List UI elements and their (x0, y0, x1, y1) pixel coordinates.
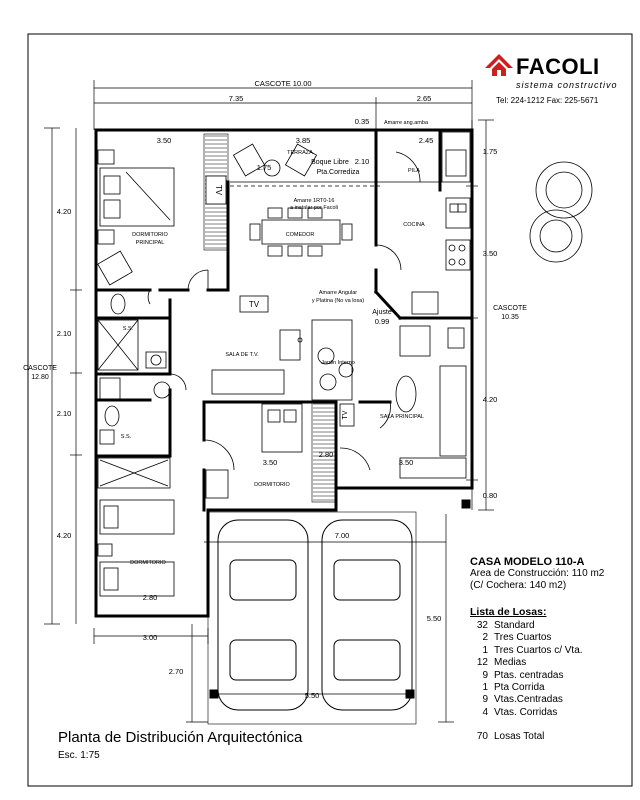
dim-right-total: CASCOTE 10.35 (493, 305, 527, 321)
label-cocina: COCINA (403, 222, 425, 228)
label-jardin: Jardin Interno (321, 360, 355, 366)
dim-280-bottom: 2.80 (142, 593, 158, 602)
furniture (98, 132, 470, 596)
dim-210-boque: 2.10 (354, 157, 370, 166)
list-item: 9 Vtas.Centradas (482, 694, 563, 706)
label-tv-1: TV (214, 184, 223, 196)
dim-350-lower: 3.50 (262, 458, 278, 467)
dim-270: 2.70 (168, 667, 184, 676)
dim-245: 2.45 (418, 136, 434, 145)
label-pila: PILA (408, 168, 420, 174)
losas-total: 70 Losas Total (476, 731, 545, 743)
plan-scale: Esc. 1:75 (58, 750, 100, 761)
model-title: CASA MODELO 110-A (470, 556, 585, 568)
label-comedor: COMEDOR (285, 232, 315, 238)
brand-name: FACOLI (516, 54, 600, 79)
plan-title: Planta de Distribución Arquitectónica (58, 729, 303, 746)
list-item: 1 Pta Corrida (482, 682, 545, 694)
brand-tagline: sistema constructivo (516, 80, 618, 90)
room-labels (121, 120, 429, 566)
dim-top-left: 7.35 (228, 94, 244, 103)
label-tv-3: TV (342, 410, 349, 420)
dim-280-lower: 2.80 (318, 450, 334, 459)
dim-300: 3.00 (142, 633, 158, 642)
info-panel (470, 556, 630, 742)
list-item: 1 Tres Cuartos c/ Vta. (482, 644, 583, 656)
cochera-area: (C/ Cochera: 140 m2) (470, 580, 567, 591)
list-item: 9 Ptas. centradas (482, 669, 564, 681)
label-instalar: a instalar por Facoli (290, 205, 338, 211)
label-dorm-principal-2: PRINCIPAL (135, 240, 165, 246)
dim-035: 0.35 (354, 117, 370, 126)
list-item: 32 Standard (476, 620, 535, 631)
list-item: 4 Vtas. Corridas (482, 706, 558, 718)
label-amarre-angular-2: y Platina (No va losa) (311, 298, 365, 304)
label-sala-tv: SALA DE T.V. (225, 352, 259, 358)
brand-block (484, 52, 634, 112)
dim-210-b: 2.10 (56, 409, 72, 418)
dim-099: 0.99 (374, 317, 390, 326)
dim-700: 7.00 (334, 531, 350, 540)
losas-list (470, 620, 630, 719)
dim-left-total: CASCOTE 12.80 (23, 365, 57, 381)
dim-420-left-top: 4.20 (56, 207, 72, 216)
list-item: 12 Medias (476, 657, 527, 669)
dim-top-right: 2.65 (416, 94, 432, 103)
list-item: 2 Tres Cuartos (482, 632, 552, 644)
dim-210-a: 2.10 (56, 329, 72, 338)
dim-420-left-bottom: 4.20 (56, 531, 72, 540)
label-amarre-top: Amarre ang.amba (383, 120, 429, 126)
label-ajuste: Ajuste (372, 309, 392, 316)
label-dormitorio-mid: DORMITORIO (254, 482, 290, 488)
label-sala-principal: SALA PRINCIPAL (380, 414, 424, 420)
label-ss-2: S.S. (120, 434, 132, 440)
label-dormitorio-low: DORMITORIO (130, 560, 166, 566)
dim-080: 0.80 (482, 491, 498, 500)
label-amarre-angular-1: Amarre Angular (318, 290, 358, 296)
brand-phones: Tel: 224-1212 Fax: 225-5671 (496, 96, 599, 105)
dim-top-total: CASCOTE 10.00 (254, 79, 312, 88)
label-dorm-principal-1: DORMITORIO (132, 232, 168, 238)
construction-area: Area de Construcción: 110 m2 (470, 568, 605, 579)
dim-550-bottom: 5.50 (304, 691, 320, 700)
label-tv-2: TV (248, 300, 260, 309)
dim-175-left: 1.75 (256, 163, 272, 172)
dim-350-top: 3.50 (156, 136, 172, 145)
label-boque-libre: Boque Libre (311, 159, 349, 166)
dim-385: 3.85 (295, 136, 311, 145)
thin-lines (96, 182, 440, 488)
dimension-labels (57, 79, 498, 700)
losas-heading: Lista de Losas: (470, 606, 547, 618)
red-house-roof-logo-icon (484, 52, 514, 78)
label-terraza: TERRAZA (287, 150, 313, 156)
dim-550-side: 5.50 (426, 614, 442, 623)
label-pta-corrediza: Pta.Corrediza (316, 169, 360, 176)
dim-175-right: 1.75 (482, 147, 498, 156)
dim-350-right: 3.50 (482, 249, 498, 258)
dim-420-right: 4.20 (482, 395, 498, 404)
label-amarre-mid: Amarre 1RT0-16 (293, 198, 335, 204)
dim-350-sala: 3.50 (398, 458, 414, 467)
label-ss-1: S.S. (122, 326, 134, 332)
